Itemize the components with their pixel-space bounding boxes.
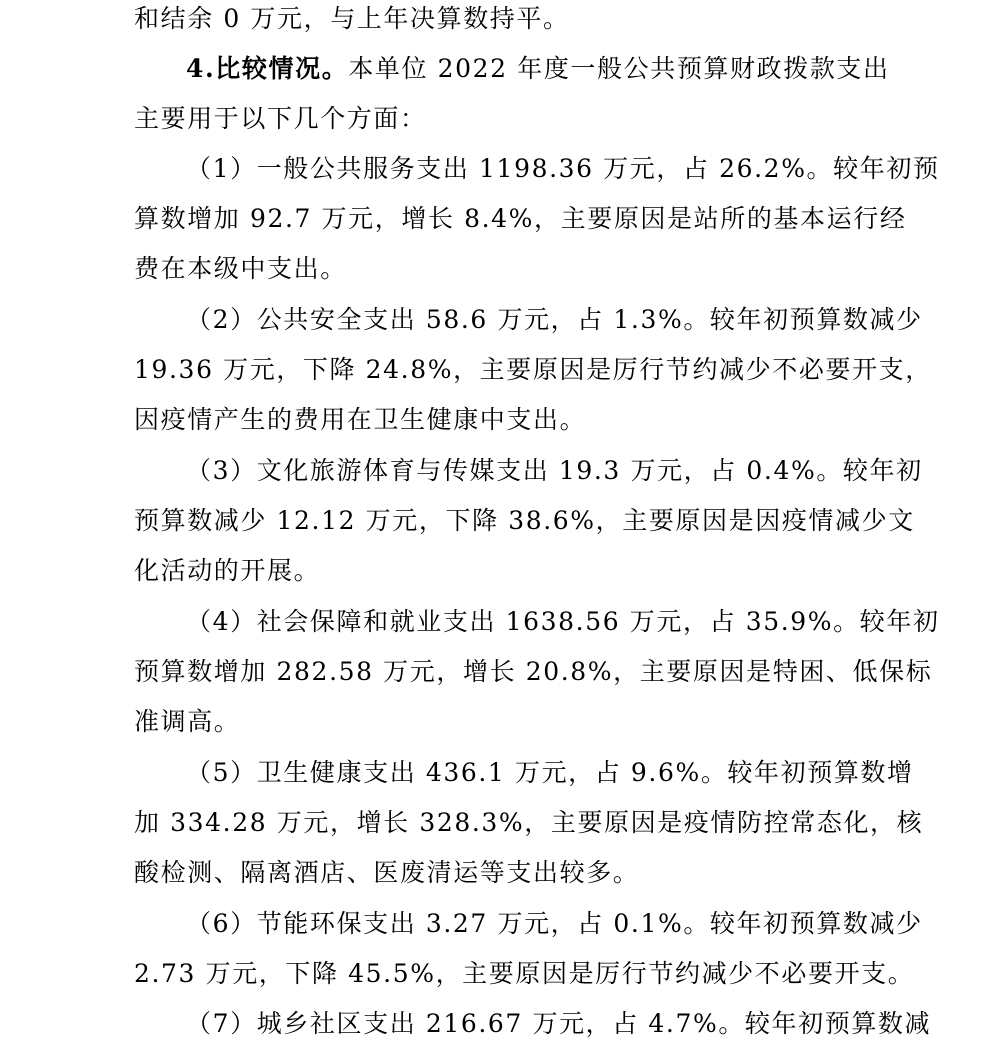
item-1-line-2: 算数增加 92.7 万元，增长 8.4%，主要原因是站所的基本运行经: [134, 204, 907, 233]
item-3-line-3: 化活动的开展。: [134, 556, 321, 585]
section-4-second-line: 主要用于以下几个方面：: [134, 104, 427, 133]
item-4-line-3: 准调高。: [134, 707, 241, 736]
item-4-line-2: 预算数增加 282.58 万元，增长 20.8%，主要原因是特困、低保标: [134, 657, 933, 686]
item-6-line-2: 2.73 万元，下降 45.5%，主要原因是厉行节约减少不必要开支。: [134, 959, 915, 988]
item-3-line-1: （3）文化旅游体育与传媒支出 19.3 万元，占 0.4%。较年初: [186, 456, 923, 485]
item-2-line-3: 因疫情产生的费用在卫生健康中支出。: [134, 405, 587, 434]
item-7-line-1: （7）城乡社区支出 216.67 万元，占 4.7%。较年初预算数减: [186, 1009, 932, 1038]
item-3-line-2: 预算数减少 12.12 万元，下降 38.6%，主要原因是因疫情减少文: [134, 506, 915, 535]
section-4-heading: 4.比较情况。: [186, 54, 349, 83]
top-fragment-line: 和结余 0 万元，与上年决算数持平。: [134, 4, 570, 33]
item-1-line-3: 费在本级中支出。: [134, 254, 347, 283]
item-2-line-1: （2）公共安全支出 58.6 万元，占 1.3%。较年初预算数减少: [186, 305, 923, 334]
item-4-line-1: （4）社会保障和就业支出 1638.56 万元，占 35.9%。较年初: [186, 607, 940, 636]
item-2-line-2: 19.36 万元，下降 24.8%，主要原因是厉行节约减少不必要开支，: [134, 355, 932, 384]
item-1-line-1: （1）一般公共服务支出 1198.36 万元，占 26.2%。较年初预: [186, 154, 940, 183]
item-5-line-2: 加 334.28 万元，增长 328.3%，主要原因是疫情防控常态化，核: [134, 808, 924, 837]
section-4-first-line: [186, 52, 890, 86]
item-6-line-1: （6）节能环保支出 3.27 万元，占 0.1%。较年初预算数减少: [186, 909, 923, 938]
section-4-intro-text: 本单位 2022 年度一般公共预算财政拨款支出: [348, 54, 890, 83]
item-5-line-3: 酸检测、隔离酒店、医废清运等支出较多。: [134, 858, 640, 887]
item-5-line-1: （5）卫生健康支出 436.1 万元，占 9.6%。较年初预算数增: [186, 758, 914, 787]
